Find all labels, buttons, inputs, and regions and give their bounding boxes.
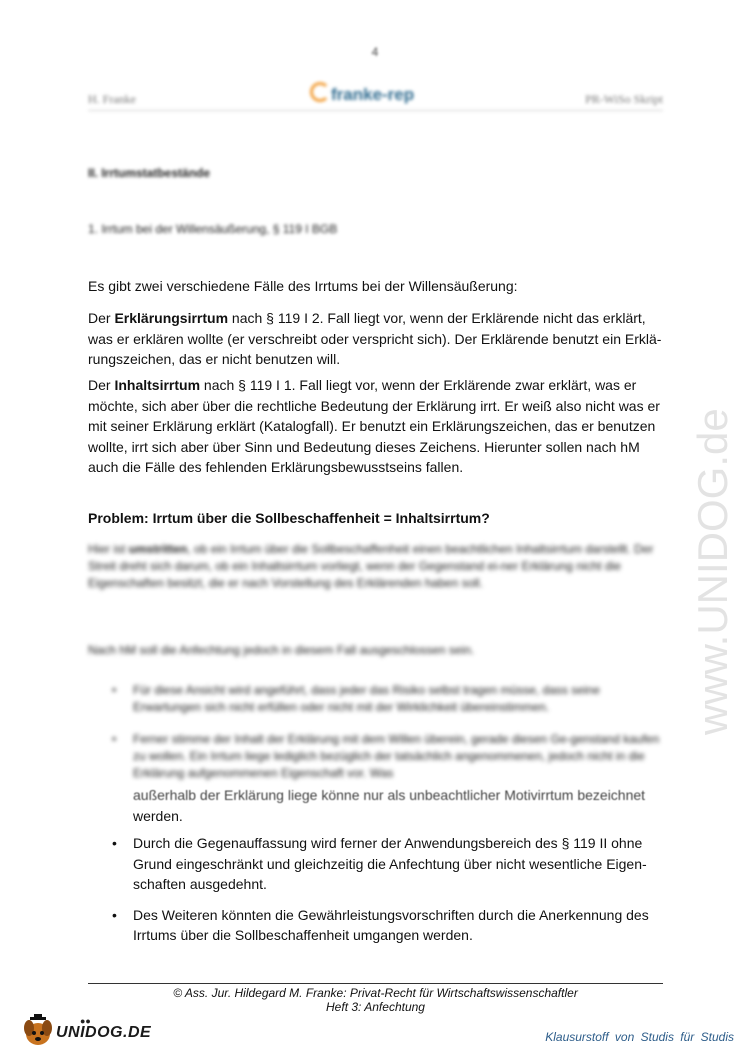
list-item bbox=[88, 833, 663, 895]
bullet-continuation bbox=[133, 785, 663, 826]
erklaerungsirrtum-paragraph bbox=[88, 308, 663, 370]
continuation-line-2: werden. bbox=[133, 807, 183, 824]
blurred-term: umstritten bbox=[128, 542, 188, 556]
logo-text: franke-rep bbox=[331, 85, 415, 104]
bullet-icon: • bbox=[112, 906, 117, 923]
swoosh-icon bbox=[310, 82, 330, 102]
blurred-text: , ob ein Irrtum über die Sollbeschaffenheit einen beachtlichen Inhaltsirrtum darstellt. Der Streit dreht sich darum, ob ein Inhaltsirrtum vorliegt, wenn der Gegenstand ei-ner Erklärung nicht die Eigenschaften besitzt, die er nach Vorstellung des Erklärenden haben soll. bbox=[88, 542, 654, 590]
bullet-list bbox=[88, 833, 663, 956]
prefix: Der bbox=[88, 310, 115, 326]
watermark-text: www.UNIDOG.de bbox=[689, 408, 736, 735]
problem-heading: Problem: Irrtum über die Sollbeschaffenheit = Inhaltsirrtum? bbox=[88, 510, 490, 526]
blurred-paragraph-hm: Nach hM soll die Anfechtung jedoch in diesem Fall ausgeschlossen sein. bbox=[88, 643, 475, 657]
unidog-wordmark: UNIDOG.DE bbox=[56, 1024, 152, 1041]
page-number: 4 bbox=[371, 45, 379, 59]
page-header bbox=[88, 82, 663, 111]
continuation-line-1: außerhalb der Erklärung liege könne nur als unbeachtlicher Motivirrtum bezeichnet bbox=[133, 787, 646, 803]
paw-icon: ●● bbox=[80, 1016, 91, 1026]
footer-booklet: Heft 3: Anfechtung bbox=[326, 1000, 425, 1014]
bullet-icon: • bbox=[112, 683, 117, 697]
branding-slogan: Klausurstoff von Studis für Studis bbox=[545, 1030, 734, 1044]
list-item-text: Des Weiteren könnten die Gewährleistungsvorschriften durch die Anerkennung des Irrtums über die Sollbeschaffenheit umgangen werden. bbox=[133, 906, 649, 943]
prefix: Der bbox=[88, 377, 115, 393]
list-item-text: Für diese Ansicht wird angeführt, dass jeder das Risiko selbst tragen müsse, dass seine Erwartungen sich nicht erfüllen oder nicht mit der Wirklichkeit übereinstimmen. bbox=[133, 683, 600, 714]
inhaltsirrtum-paragraph bbox=[88, 375, 663, 478]
blurred-bullet-list bbox=[88, 682, 663, 797]
franke-rep-logo bbox=[310, 82, 414, 105]
list-item-text: Durch die Gegenauffassung wird ferner der Anwendungsbereich des § 119 II ohne Grund eingeschränkt und gleichzeitig die Anfechtung über nicht wesentliche Eigen-schaften ausgedehnt. bbox=[133, 835, 647, 892]
definition-text: nach § 119 I 2. Fall liegt vor, wenn der Erklärende nicht das erklärt, was er erklären wollte (er verschreibt oder verspricht sich). Der Erklärende benutzt ein Erklä-rungszeichen, das er nicht benutzen will. bbox=[88, 310, 662, 367]
page-footer bbox=[88, 986, 663, 1014]
intro-paragraph: Es gibt zwei verschiedene Fälle des Irrtums bei der Willensäußerung: bbox=[88, 278, 518, 294]
list-item bbox=[88, 731, 663, 782]
dog-icon bbox=[20, 1014, 56, 1048]
footer-copyright: © Ass. Jur. Hildegard M. Franke: Privat-Recht für Wirtschaftswissenschaftler bbox=[173, 986, 578, 1000]
term-erklaerungsirrtum: Erklärungsirrtum bbox=[114, 310, 229, 326]
bullet-icon: • bbox=[112, 732, 117, 746]
section-subtitle: 1. Irrtum bei der Willensäußerung, § 119 I BGB bbox=[88, 222, 338, 236]
blurred-paragraph-dispute bbox=[88, 541, 663, 592]
footer-divider bbox=[88, 983, 663, 984]
blurred-prefix: Hier ist bbox=[88, 542, 129, 556]
bullet-icon: • bbox=[112, 835, 117, 851]
list-item bbox=[88, 905, 663, 946]
header-course: PR-WiSo Skript bbox=[585, 92, 663, 106]
list-item-text: Ferner stimme der Inhalt der Erklärung mit dem Willen überein, gerade diesen Ge-genstand kaufen zu wollen. Ein Irrtum liege lediglich bezüglich der tatsächlich angenommenen, jedoch nicht in die Erklärung aufgenommenen Eigenschaft vor. Was bbox=[133, 732, 660, 780]
section-title: II. Irrtumstatbestände bbox=[88, 166, 211, 180]
list-item bbox=[88, 682, 663, 716]
unidog-watermark bbox=[683, 270, 743, 740]
definition-text: nach § 119 I 1. Fall liegt vor, wenn der Erklärende zwar erklärt, was er möchte, sich aber über die rechtliche Bedeutung der Erklärung irrt. Er weiß also nicht was er mit seiner Erklärung erklärt (Katalogfall). Er benutzt ein Erklärungszeichen, das er benutzen wollte, irrt sich aber über Sinn und Bedeutung dieses Zeichens. Hierunter sollen nach hM auch die Fälle des fehlenden Erklärungsbewusstseins fallen. bbox=[88, 377, 660, 475]
header-author: H. Franke bbox=[88, 92, 136, 106]
term-inhaltsirrtum: Inhaltsirrtum bbox=[114, 377, 201, 393]
